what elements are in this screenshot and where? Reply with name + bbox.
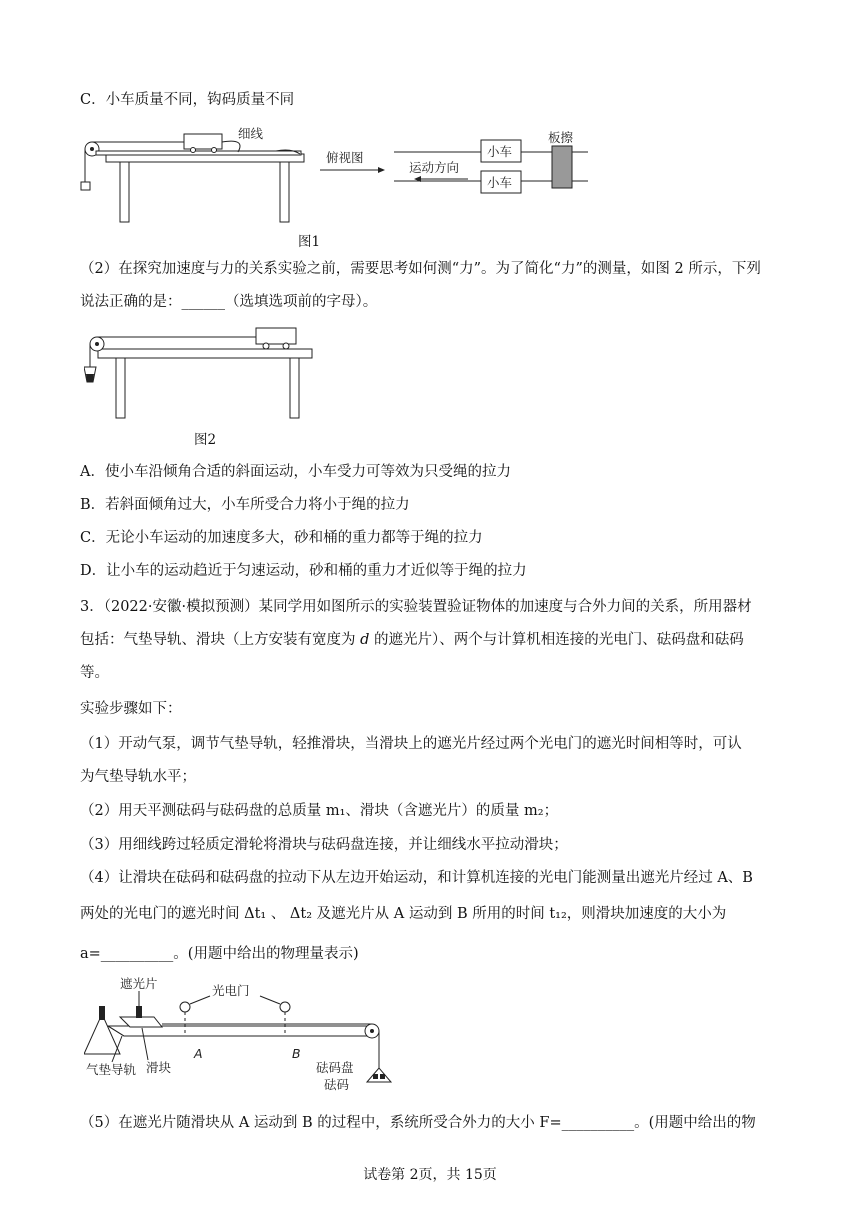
table-leg-right	[280, 162, 289, 222]
shade-plate	[136, 1006, 142, 1018]
eraser-label: 板擦	[548, 130, 574, 145]
cart-label-1: 小车	[487, 144, 513, 159]
eraser	[552, 146, 572, 188]
top-view-label: 俯视图	[326, 150, 364, 165]
option-c: C．无论小车运动的加速度多大，砂和桶的重力都等于绳的拉力	[80, 530, 483, 546]
table-top	[98, 349, 312, 358]
hanging-weight	[81, 182, 90, 190]
q2-intro-line-2: 说法正确的是：______（选填选项前的字母）。	[80, 294, 378, 310]
option-a: A．使小车沿倾角合适的斜面运动，小车受力可等效为只受绳的拉力	[80, 464, 511, 480]
q2-intro-line-1: （2）在探究加速度与力的关系实验之前，需要思考如何测“力”。为了简化“力”的测量，如图 2 所示，下列	[80, 261, 761, 277]
cart	[256, 328, 296, 344]
gate-label: 光电门	[212, 983, 250, 998]
direction-label: 运动方向	[409, 160, 460, 175]
shade-label: 遮光片	[120, 976, 158, 991]
step-4-line-1: （4）让滑块在砝码和砝码盘的拉动下从左边开始运动，和计算机连接的光电门能测量出遮光片经过 A、B	[80, 870, 753, 886]
step-5: （5）在遮光片随滑块从 A 运动到 B 的过程中，系统所受合外力的大小 F=__________。(用题中给出的物	[80, 1115, 756, 1131]
figure-2	[84, 322, 324, 422]
step-4-line-2: 两处的光电门的遮光时间 Δt₁ 、 Δt₂ 及遮光片从 A 运动到 B 所用的时间 t₁₂，则滑块加速度的大小为	[80, 906, 727, 922]
weight-label: 砝码	[324, 1077, 350, 1092]
point-a: A	[194, 1046, 203, 1061]
figure-1-caption: 图1	[298, 234, 321, 250]
page-footer: 试卷第 2页，共 15页	[363, 1167, 497, 1183]
gate-b	[280, 1002, 290, 1012]
q3-line-2: 包括：气垫导轨、滑块（上方安装有宽度为 d 的遮光片）、两个与计算机相连接的光电门、砝码盘和砝码	[80, 632, 744, 648]
table-leg-right	[290, 358, 299, 418]
option-d: D．让小车的运动趋近于匀速运动，砂和桶的重力才近似等于绳的拉力	[80, 563, 527, 579]
q3-line-1: 3．（2022·安徽·模拟预测）某同学用如图所示的实验装置验证物体的加速度与合外力间的关系，所用器材	[80, 599, 752, 615]
steps-heading: 实验步骤如下：	[80, 701, 182, 717]
step-2: （2）用天平测砝码与砝码盘的总质量 m₁、滑块（含遮光片）的质量 m₂；	[80, 803, 559, 819]
gate-a	[180, 1002, 190, 1012]
figure-3	[84, 974, 404, 1094]
step-1-line-1: （1）开动气泵，调节气垫导轨，轻推滑块，当滑块上的遮光片经过两个光电门的遮光时间相等时，可认	[80, 736, 742, 752]
table-leg-left	[120, 162, 129, 222]
option-c-line: C．小车质量不同，钩码质量不同	[80, 92, 295, 108]
step-3: （3）用细线跨过轻质定滑轮将滑块与砝码盘连接，并让细线水平拉动滑块；	[80, 837, 568, 853]
pan-label: 砝码盘	[316, 1060, 354, 1075]
slider-label: 滑块	[146, 1060, 172, 1075]
table-leg-left	[116, 358, 125, 418]
figure-1	[76, 124, 596, 224]
point-b: B	[292, 1046, 301, 1061]
step-1-line-2: 为气垫导轨水平；	[80, 769, 196, 785]
weight-pan	[367, 1068, 391, 1082]
cart	[184, 134, 222, 149]
track-board	[96, 151, 301, 155]
string-label: 细线	[238, 126, 264, 141]
option-b: B．若斜面倾角过大，小车所受合力将小于绳的拉力	[80, 497, 410, 513]
figure-2-caption: 图2	[194, 432, 217, 448]
step-4-line-3: a=__________。(用题中给出的物理量表示)	[80, 946, 359, 962]
cart-label-2: 小车	[487, 175, 513, 190]
q3-line-3: 等。	[80, 665, 109, 681]
track-label: 气垫导轨	[86, 1062, 137, 1077]
